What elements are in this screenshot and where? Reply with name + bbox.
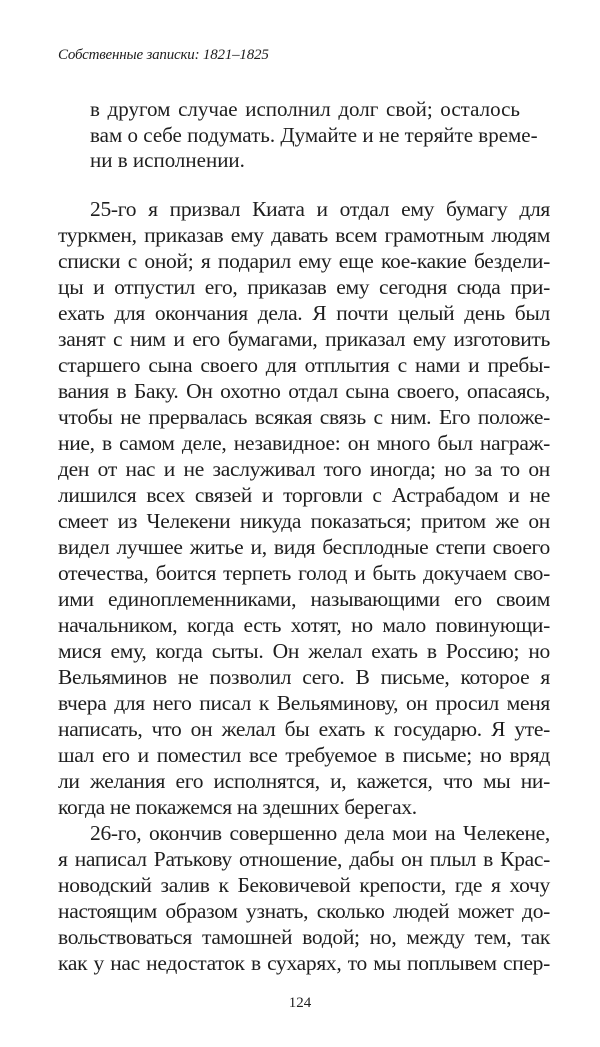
text-line: новодский залив к Бековичевой крепости, где я хочу <box>58 873 550 897</box>
paragraph <box>58 820 550 976</box>
text-line: Вельяминов не позволил сего. В письме, которое я <box>58 665 550 689</box>
text-line: отечества, боится терпеть голод и быть докучаем сво- <box>58 561 550 585</box>
text-line: ден от нас и не заслуживал того иногда; но за то он <box>58 457 550 481</box>
text-line: когда не покажемся на здешних берегах. <box>58 795 417 819</box>
text-line: ими единоплеменниками, называющими его своим <box>58 587 550 611</box>
text-line: ехать для окончания дела. Я почти целый день был <box>58 301 550 325</box>
text-line: вам о себе подумать. Думайте и не теряйте време- <box>90 122 538 147</box>
quoted-letter <box>90 97 538 174</box>
paragraph <box>58 196 550 820</box>
page-number: 124 <box>288 995 312 1011</box>
text-line: мися ему, когда сыты. Он желал ехать в Россию; но <box>58 639 550 663</box>
text-line: шал его и поместил все требуемое в письме; но вряд <box>58 743 550 767</box>
running-head: Собственные записки: 1821–1825 <box>58 47 269 63</box>
text-line: лишился всех связей и торговли с Астрабадом и не <box>58 483 550 507</box>
text-line: начальником, когда есть хотят, но мало повинующи- <box>58 613 550 637</box>
text-line: вчера для него писал к Вельяминову, он просил меня <box>58 691 550 715</box>
text-line: занят с ним и его бумагами, приказал ему изготовить <box>58 327 550 351</box>
text-line: написать, что он желал бы ехать к государю. Я уте- <box>58 717 550 741</box>
text-line: ни в исполнении. <box>90 148 245 172</box>
text-line: 25-го я призвал Киата и отдал ему бумагу для <box>90 197 550 221</box>
text-line: туркмен, приказав ему давать всем грамотным людям <box>58 223 550 247</box>
text-line: вания в Баку. Он охотно отдал сына своего, опасаясь, <box>58 379 550 403</box>
body-text <box>58 196 550 976</box>
text-line: старшего сына своего для отплытия с нами и пребы- <box>58 353 550 377</box>
text-line: ние, в самом деле, незавидное: он много был награж- <box>58 431 550 455</box>
text-line: в другом случае исполнил долг свой; осталось <box>90 97 520 121</box>
text-line: вольствоваться тамошней водой; но, между тем, так <box>58 925 550 949</box>
text-line: списки с оной; я подарил ему еще кое-какие бездели- <box>58 249 550 273</box>
text-line: цы и отпустил его, приказав ему сегодня сюда при- <box>58 275 550 299</box>
text-line: видел лучшее житье и, видя бесплодные степи своего <box>58 535 550 559</box>
text-line: как у нас недостаток в сухарях, то мы поплывем спер- <box>58 951 550 975</box>
text-line: чтобы не прервалась всякая связь с ним. Его положе- <box>58 405 550 429</box>
text-line: ли желания его исполнятся, и, кажется, что мы ни- <box>58 769 550 793</box>
text-line: настоящим образом узнать, сколько людей может до- <box>58 899 550 923</box>
text-line: я написал Ратькову отношение, дабы он плыл в Крас- <box>58 847 550 871</box>
text-line: смеет из Челекени никуда показаться; притом же он <box>58 509 550 533</box>
text-line: 26-го, окончив совершенно дела мои на Челекене, <box>90 821 550 845</box>
